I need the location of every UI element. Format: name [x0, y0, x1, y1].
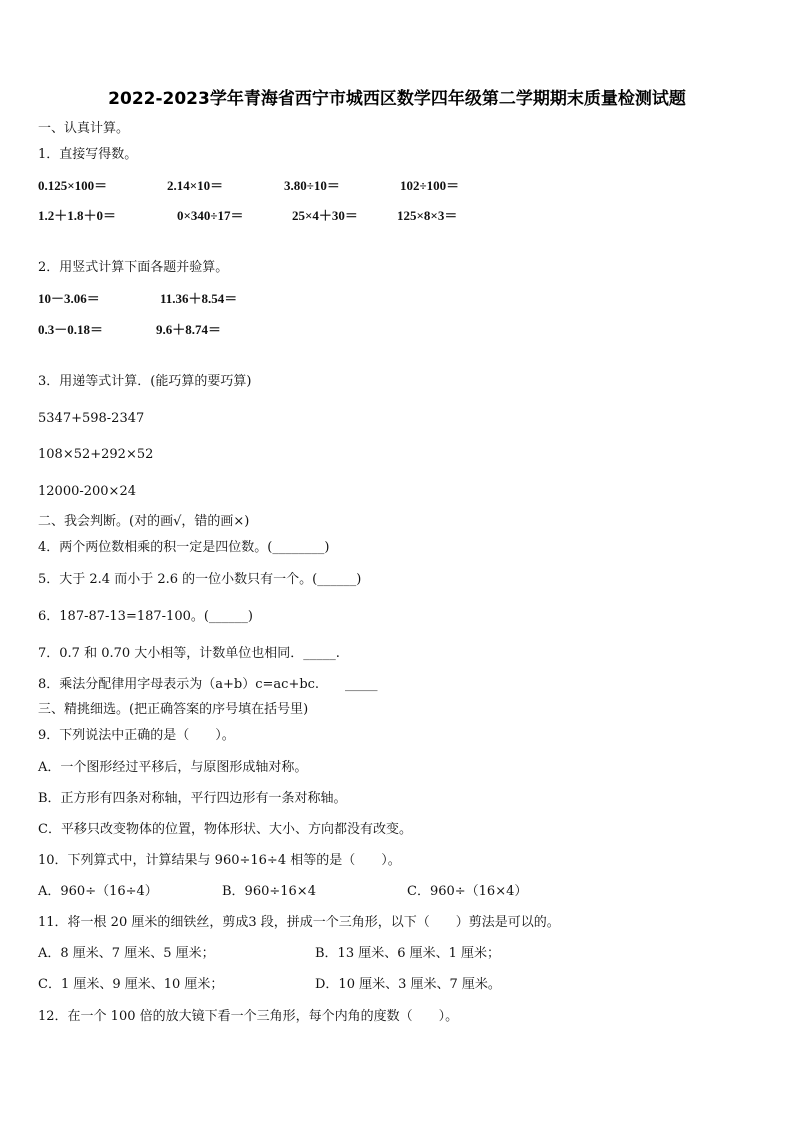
question-11-option: B．13 厘米、6 厘米、1 厘米；	[315, 946, 501, 961]
section-1-heading: 一、认真计算。	[38, 121, 130, 136]
question-11-stem: 11．将一根 20 厘米的细铁丝，剪成3 段，拼成一个三角形，以下（ ）剪法是可以的。	[38, 915, 560, 930]
question-5: 5．大于 2.4 而小于 2.6 的一位小数只有一个。(______)	[38, 572, 362, 587]
question-9-stem: 9．下列说法中正确的是（ ）。	[38, 728, 235, 743]
question-4: 4．两个两位数相乘的积一定是四位数。(________)	[38, 540, 330, 555]
q2-item: 11.36＋8.54＝	[160, 291, 238, 306]
question-2-label: 2．用竖式计算下面各题并验算。	[38, 260, 229, 275]
question-9-option: A．一个图形经过平移后，与原图形成轴对称。	[38, 760, 308, 775]
q3-item: 12000-200×24	[38, 484, 136, 499]
question-8: 8．乘法分配律用字母表示为（a+b）c=ac+bc.	[38, 677, 320, 692]
question-10-option: C．960÷（16×4）	[407, 884, 528, 899]
page-title: 2022-2023学年青海省西宁市城西区数学四年级第二学期期末质量检测试题	[108, 89, 686, 109]
question-11-option: A．8 厘米、7 厘米、5 厘米；	[38, 946, 215, 961]
q1-item: 125×8×3＝	[397, 208, 458, 223]
question-6: 6．187-87-13=187-100。(______)	[38, 609, 254, 624]
question-10-stem: 10．下列算式中，计算结果与 960÷16÷4 相等的是（ ）。	[38, 853, 401, 868]
question-10-option: B．960÷16×4	[222, 884, 316, 899]
q1-item: 1.2＋1.8＋0＝	[38, 208, 117, 223]
q3-item: 108×52+292×52	[38, 447, 154, 462]
question-3-label: 3．用递等式计算．(能巧算的要巧算)	[38, 374, 252, 389]
q2-item: 9.6＋8.74＝	[156, 322, 222, 337]
q1-item: 2.14×10＝	[167, 178, 224, 193]
question-10-option: A．960÷（16÷4）	[38, 884, 158, 899]
section-2-heading: 二、我会判断。(对的画√，错的画×)	[38, 514, 250, 529]
question-11-option: D．10 厘米、3 厘米、7 厘米。	[315, 977, 501, 992]
q1-item: 0.125×100＝	[38, 178, 108, 193]
section-3-heading: 三、精挑细选。(把正确答案的序号填在括号里)	[38, 702, 309, 717]
question-12: 12．在一个 100 倍的放大镜下看一个三角形，每个内角的度数（ ）。	[38, 1009, 459, 1024]
question-9-option: C．平移只改变物体的位置，物体形状、大小、方向都没有改变。	[38, 822, 412, 837]
question-1-label: 1．直接写得数。	[38, 147, 138, 162]
q2-item: 0.3－0.18＝	[38, 322, 104, 337]
question-7: 7．0.7 和 0.70 大小相等，计数单位也相同．_____.	[38, 646, 340, 661]
q1-item: 25×4＋30＝	[292, 208, 358, 223]
q1-item: 102÷100＝	[400, 178, 460, 193]
q2-item: 10－3.06＝	[38, 291, 100, 306]
q3-item: 5347+598-2347	[38, 411, 145, 426]
question-11-option: C．1 厘米、9 厘米、10 厘米；	[38, 977, 224, 992]
q1-item: 0×340÷17＝	[177, 208, 244, 223]
question-9-option: B．正方形有四条对称轴，平行四边形有一条对称轴。	[38, 791, 347, 806]
q1-item: 3.80÷10＝	[284, 178, 340, 193]
question-8-blank: _____	[345, 677, 378, 692]
